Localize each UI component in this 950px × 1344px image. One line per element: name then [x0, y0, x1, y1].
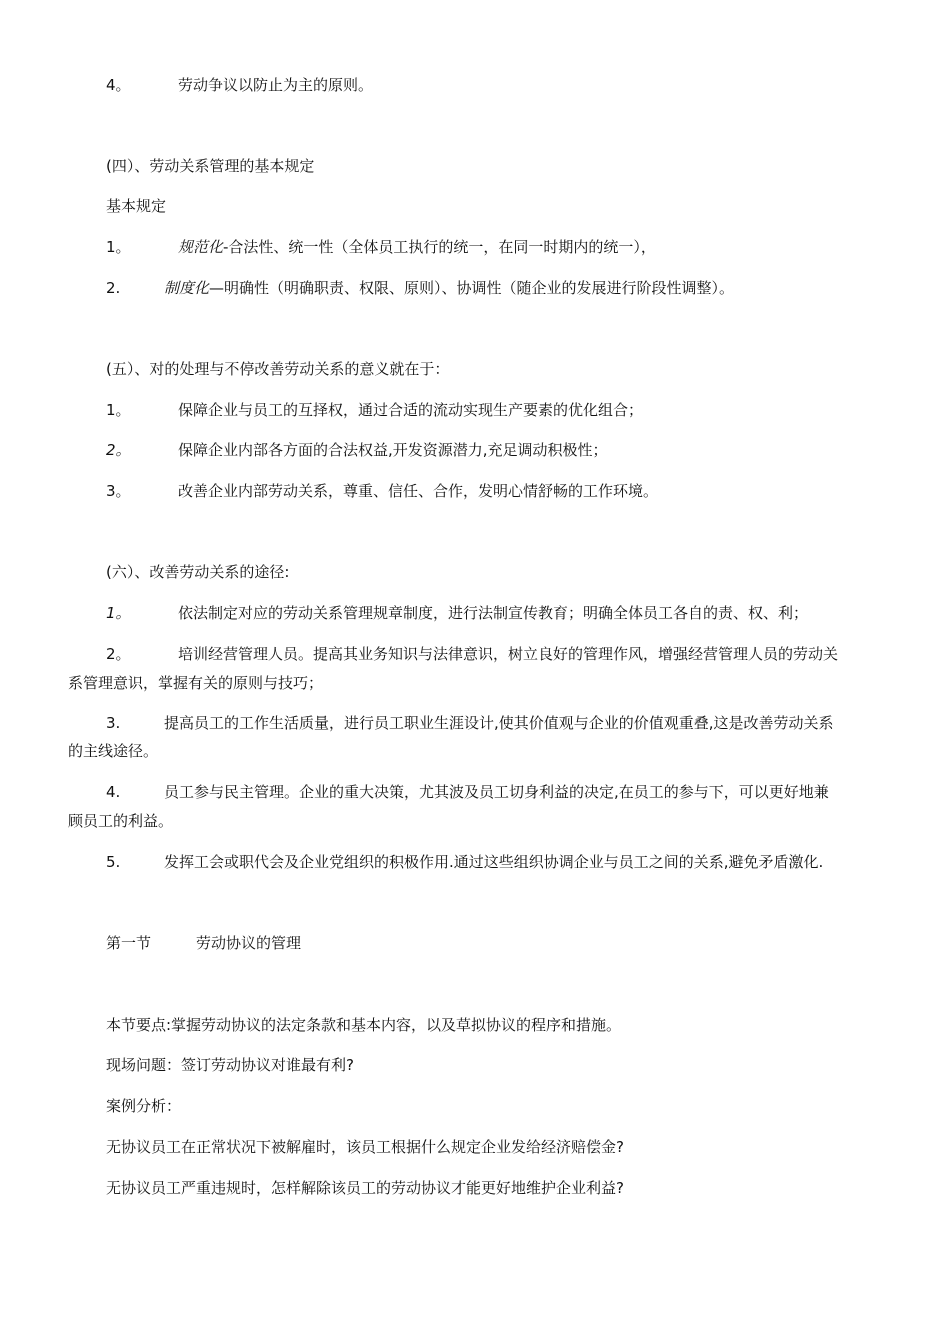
item-text-line1: 提高员工的工作生活质量，进行员工职业生涯设计,使其价值观与企业的价值观重叠,这是改善劳动关系 — [164, 714, 834, 732]
item-text: 改善企业内部劳动关系，尊重、信任、合作，发明心情舒畅的工作环境。 — [178, 482, 659, 500]
item-number: 1。 — [106, 401, 131, 419]
case-question: 无协议员工严重违规时，怎样解除该员工的劳动协议才能更好地维护企业利益? — [106, 1179, 624, 1197]
item-number: 1。 — [106, 238, 131, 256]
item-number: 5. — [106, 853, 121, 871]
item-text: 保障企业与员工的互择权，通过合适的流动实现生产要素的优化组合； — [178, 401, 644, 419]
section-heading: (五）、对的处理与不停改善劳动关系的意义就在于： — [106, 360, 450, 378]
item-definition: —明确性（明确职责、权限、原则）、协调性（随企业的发展进行阶段性调整）。 — [209, 279, 735, 297]
item-definition: -合法性、统一性（全体员工执行的统一，在同一时期内的统一）， — [223, 238, 656, 256]
item-term: 规范化 — [178, 238, 224, 256]
section-heading: (六）、改善劳动关系的途径: — [106, 563, 290, 581]
item-text — [164, 278, 734, 298]
item-number: 2。 — [106, 441, 131, 459]
item-text: 劳动争议以防止为主的原则。 — [178, 76, 374, 94]
item-text: 依法制定对应的劳动关系管理规章制度，进行法制宣传教育；明确全体员工各自的责、权、利； — [178, 604, 809, 622]
item-number: 3. — [106, 714, 121, 732]
item-number: 3。 — [106, 482, 131, 500]
item-text — [178, 237, 656, 257]
chapter-label: 第一节 — [106, 934, 152, 952]
item-term: 制度化 — [164, 279, 210, 297]
subheading: 基本规定 — [106, 197, 167, 215]
item-text-line1: 培训经营管理人员。提高其业务知识与法律意识，树立良好的管理作风，增强经营管理人员的劳动关 — [178, 645, 839, 663]
item-text-line2: 系管理意识，掌握有关的原则与技巧； — [68, 674, 324, 692]
item-text-line2: 的主线途径。 — [68, 742, 159, 760]
item-text: 保障企业内部各方面的合法权益,开发资源潜力,充足调动积极性； — [178, 441, 608, 459]
item-text-line2: 顾员工的利益。 — [68, 812, 174, 830]
item-number: 1。 — [106, 604, 131, 622]
item-number: 2. — [106, 279, 121, 297]
item-number: 4。 — [106, 76, 131, 94]
item-text: 发挥工会或职代会及企业党组织的积极作用.通过这些组织协调企业与员工之间的关系,避免矛盾激化. — [164, 853, 824, 871]
case-label: 案例分析： — [106, 1097, 182, 1115]
item-number: 2。 — [106, 645, 131, 663]
case-question: 无协议员工在正常状况下被解雇时，该员工根据什么规定企业发给经济赔偿金? — [106, 1138, 624, 1156]
key-points: 本节要点:掌握劳动协议的法定条款和基本内容，以及草拟协议的程序和措施。 — [106, 1016, 622, 1034]
chapter-title: 劳动协议的管理 — [196, 934, 302, 952]
item-number: 4. — [106, 783, 121, 801]
question: 现场问题：签订劳动协议对谁最有利? — [106, 1056, 354, 1074]
section-heading: (四）、劳动关系管理的基本规定 — [106, 157, 315, 175]
item-text-line1: 员工参与民主管理。企业的重大决策，尤其波及员工切身利益的决定,在员工的参与下，可以更好地兼 — [164, 783, 829, 801]
